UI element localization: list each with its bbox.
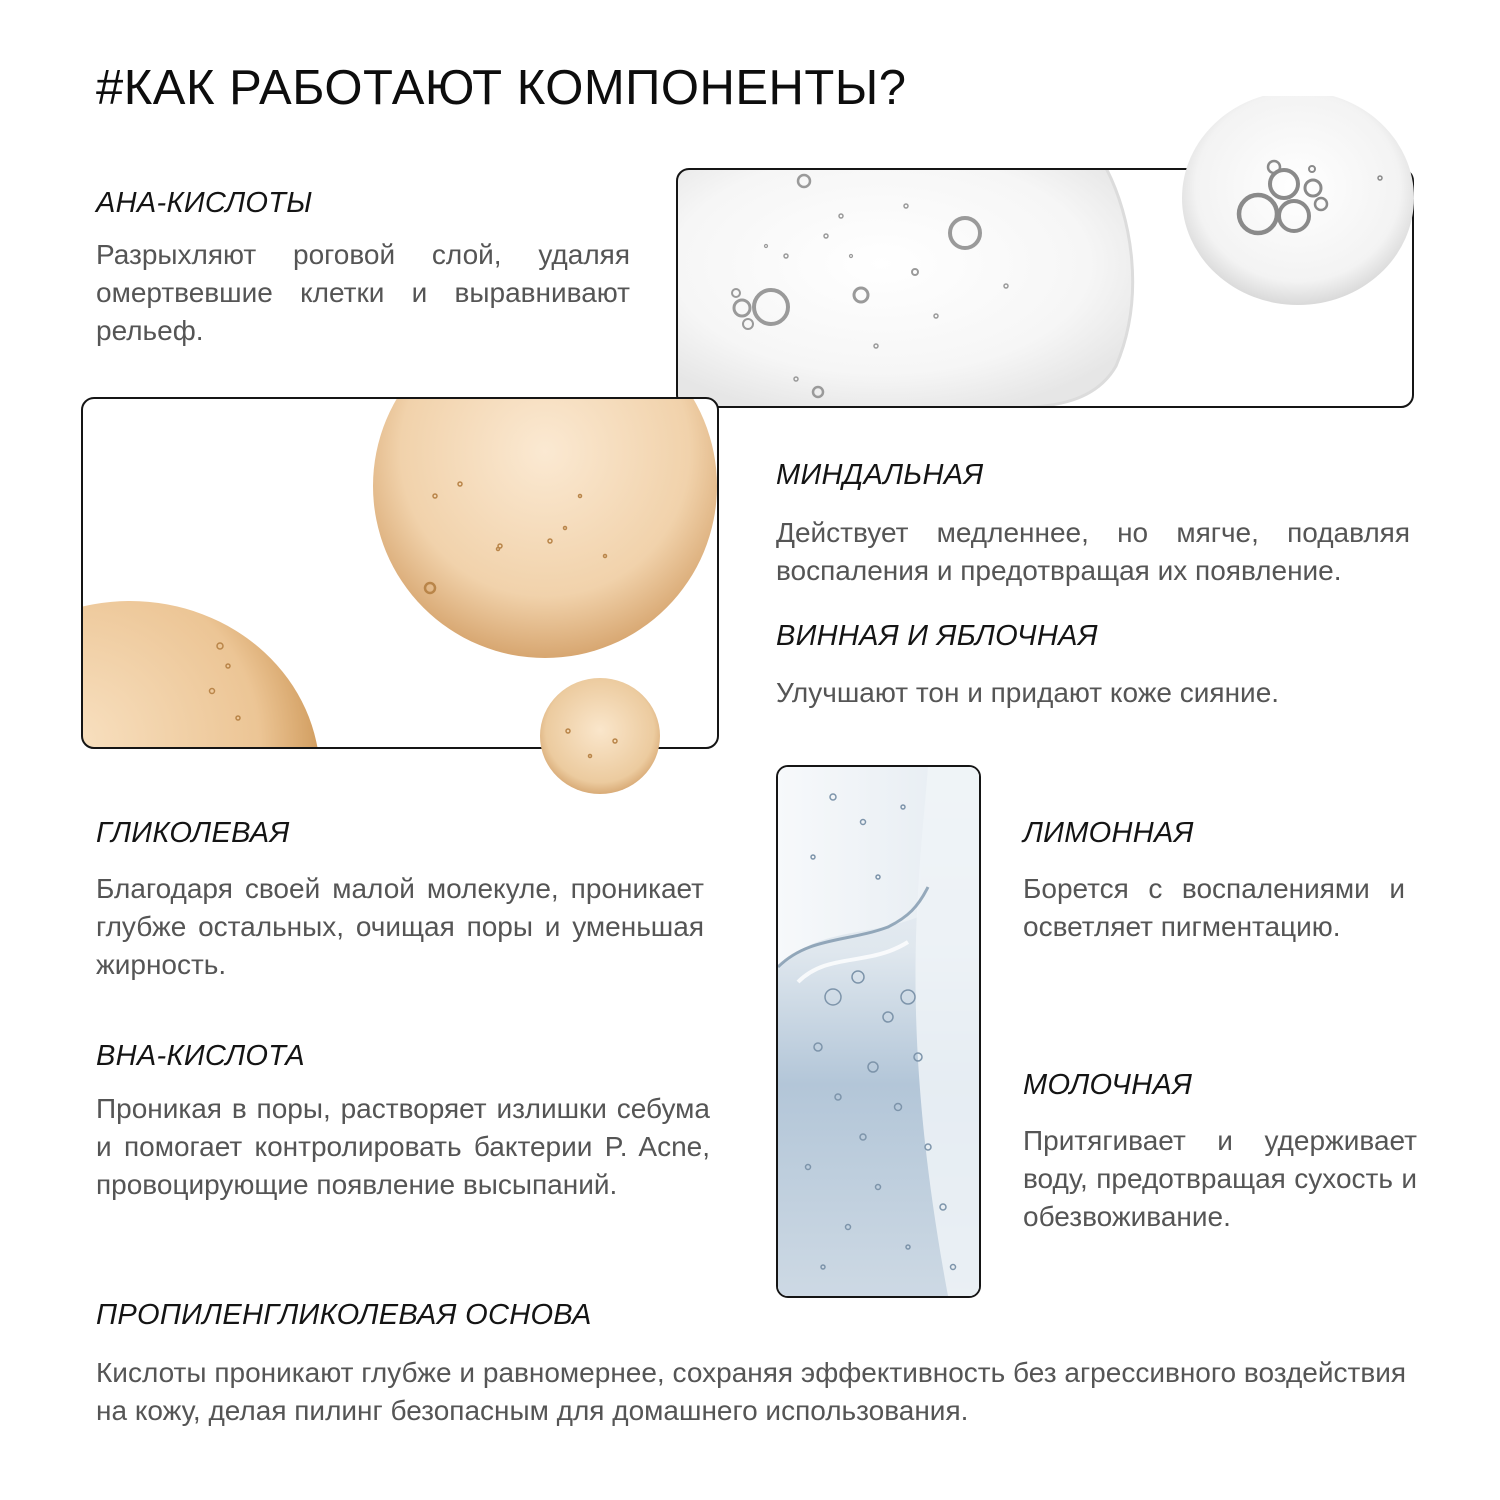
mandelic-text: Действует медленнее, но мягче, подавляя воспаления и предотвращая их появление. <box>776 517 1410 586</box>
aha-text: Разрыхляют роговой слой, удаляя омертвевшие клетки и выравнивают рельеф. <box>96 239 630 346</box>
bha-text: Проникая в поры, растворяет излишки себума и помогает контролировать бактерии P. Acne, провоцирующие появление высыпаний. <box>96 1093 710 1200</box>
tartaric-malic-heading: ВИННАЯ И ЯБЛОЧНАЯ <box>776 620 1098 652</box>
mandelic-heading: МИНДАЛЬНАЯ <box>776 459 984 491</box>
propylene-heading: ПРОПИЛЕНГЛИКОЛЕВАЯ ОСНОВА <box>96 1299 592 1331</box>
citric-heading: ЛИМОННАЯ <box>1023 817 1194 849</box>
water-splash-photo <box>776 765 981 1298</box>
bha-heading: ВНА-КИСЛОТА <box>96 1040 305 1072</box>
aha-heading: АНА-КИСЛОТЫ <box>96 187 313 219</box>
propylene-text: Кислоты проникают глубже и равномернее, сохраняя эффективность без агрессивного воздействия на кожу, делая пилинг безопасным для домашнего использования. <box>96 1357 1406 1426</box>
glycolic-heading: ГЛИКОЛЕВАЯ <box>96 817 290 849</box>
page-title: #КАК РАБОТАЮТ КОМПОНЕНТЫ? <box>96 61 907 115</box>
amber-oil-photo <box>80 396 720 796</box>
clear-gel-photo <box>676 96 1416 416</box>
lactic-heading: МОЛОЧНАЯ <box>1023 1069 1193 1101</box>
tartaric-malic-text: Улучшают тон и придают коже сияние. <box>776 677 1280 708</box>
lactic-text: Притягивает и удерживает воду, предотвращая сухость и обезвоживание. <box>1023 1125 1417 1232</box>
glycolic-text: Благодаря своей малой молекуле, проникает глубже остальных, очищая поры и уменьшая жирность. <box>96 873 704 980</box>
citric-text: Борется с воспалениями и осветляет пигментацию. <box>1023 873 1405 942</box>
